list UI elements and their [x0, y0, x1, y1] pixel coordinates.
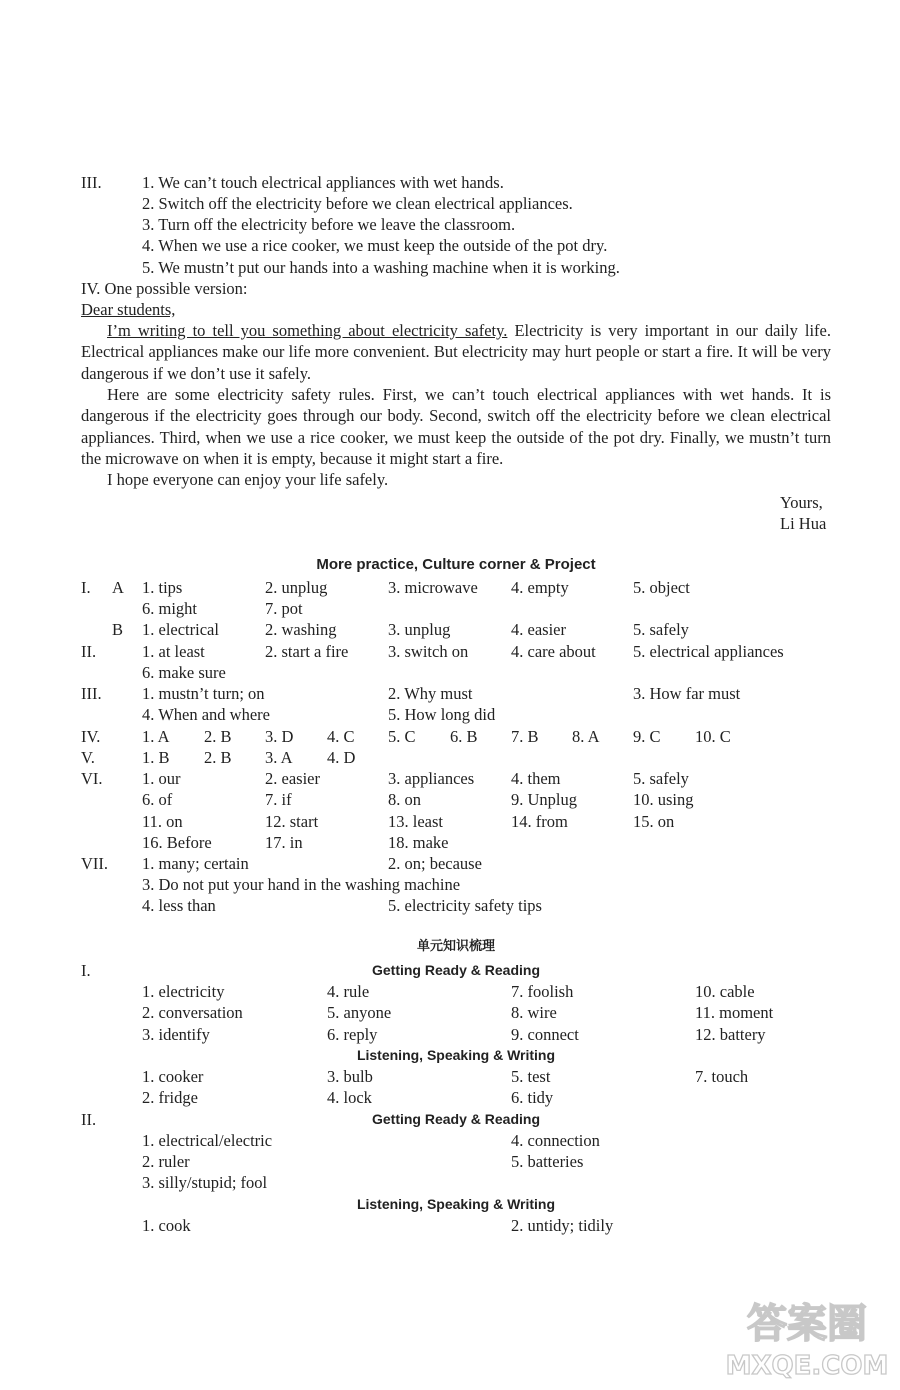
letter-paragraph: I’m writing to tell you something about electricity safety. Electricity is very important in our daily life. Electrical appliances make our life more convenient. But electricity may hurt people or start a fire. It will be very dangerous if we don’t use it safely.	[81, 321, 831, 383]
underlined-sentence: I’m writing to tell you something about electricity safety.	[107, 321, 508, 340]
answer-item: 1. many; certain	[142, 854, 249, 873]
answer-item: 1. electrical/electric	[142, 1131, 273, 1150]
answer-item: 3. microwave	[388, 578, 478, 597]
watermark-logo	[722, 1292, 892, 1382]
letter-closing: Yours,	[780, 493, 823, 512]
subsection-title: Getting Ready & Reading	[371, 1111, 541, 1127]
answer-item: 9. connect	[511, 1025, 579, 1044]
answer-item: 2. washing	[265, 620, 337, 639]
answer-item: 6. tidy	[511, 1088, 554, 1107]
answer-item: 2. ruler	[142, 1152, 190, 1171]
answer-sentence: 1. We can’t touch electrical appliances with wet hands.	[142, 173, 504, 192]
answer-item: 5. test	[511, 1067, 551, 1086]
answer-item: 14. from	[511, 812, 568, 831]
answer-item: 8. on	[388, 790, 421, 809]
section-title: More practice, Culture corner & Project	[316, 556, 596, 573]
answer-item: 15. on	[633, 812, 675, 831]
answer-item: 2. start a fire	[265, 642, 349, 661]
answer-item: 17. in	[265, 833, 303, 852]
section-number: III.	[81, 173, 102, 192]
answer-item: 7. pot	[265, 599, 303, 618]
section-number: II.	[81, 1110, 97, 1129]
letter-paragraph: I hope everyone can enjoy your life safely.	[107, 470, 389, 489]
section-number: VI.	[81, 769, 103, 788]
part-label: B	[112, 620, 124, 639]
answer-item: 5. C	[388, 727, 416, 746]
answer-item: 7. touch	[695, 1067, 749, 1086]
answer-item: 5. electrical appliances	[633, 642, 784, 661]
answer-item: 2. fridge	[142, 1088, 198, 1107]
answer-item: 5. safely	[633, 620, 689, 639]
answer-item: 1. cooker	[142, 1067, 204, 1086]
answer-item: 7. B	[511, 727, 539, 746]
answer-item: 3. switch on	[388, 642, 469, 661]
answer-item: 1. A	[142, 727, 170, 746]
answer-item: 1. tips	[142, 578, 183, 597]
answer-item: 5. anyone	[327, 1003, 392, 1022]
answer-sentence: 5. We mustn’t put our hands into a washing machine when it is working.	[142, 258, 620, 277]
answer-item: 2. on; because	[388, 854, 482, 873]
answer-item: 4. them	[511, 769, 561, 788]
answer-item: 7. foolish	[511, 982, 574, 1001]
answer-item: 4. connection	[511, 1131, 600, 1150]
answer-item: 12. battery	[695, 1025, 766, 1044]
section-number: I.	[81, 578, 91, 597]
answer-item: 3. silly/stupid; fool	[142, 1173, 268, 1192]
answer-item: 1. electrical	[142, 620, 219, 639]
answer-item: 4. lock	[327, 1088, 372, 1107]
answer-item: 4. C	[327, 727, 355, 746]
answer-item: 3. bulb	[327, 1067, 373, 1086]
answer-item: 1. mustn’t turn; on	[142, 684, 265, 703]
answer-item: 7. if	[265, 790, 292, 809]
section-number: I.	[81, 961, 91, 980]
letter-greeting: Dear students,	[81, 300, 176, 319]
answer-item: 1. cook	[142, 1216, 191, 1235]
answer-item: 6. make sure	[142, 663, 226, 682]
letter-paragraph: Here are some electricity safety rules. First, we can’t touch electrical appliances with wet hands. It is dangerous if the electricity goes through our body. Second, switch off the electricity before we clean electrical appliances. Third, when we use a rice cooker, we must keep the outside of the pot dry. Finally, we mustn’t turn the microwave on when it is empty, because it might start a fire.	[81, 385, 831, 468]
answer-item: 1. electricity	[142, 982, 225, 1001]
section-heading: IV. One possible version:	[81, 279, 248, 298]
answer-item: 5. electricity safety tips	[388, 896, 542, 915]
answer-item: 1. B	[142, 748, 170, 767]
subsection-title: Listening, Speaking & Writing	[356, 1196, 556, 1212]
answer-item: 4. D	[327, 748, 356, 767]
answer-item: 2. B	[204, 727, 232, 746]
answer-item: 2. easier	[265, 769, 320, 788]
answer-sentence: 3. Turn off the electricity before we leave the classroom.	[142, 215, 516, 234]
answer-item: 2. unplug	[265, 578, 328, 597]
answer-item: 3. Do not put your hand in the washing machine	[142, 875, 461, 894]
section-number: VII.	[81, 854, 109, 873]
answer-item: 9. Unplug	[511, 790, 577, 809]
answer-item: 4. less than	[142, 896, 216, 915]
answer-item: 4. care about	[511, 642, 596, 661]
answer-item: 10. using	[633, 790, 694, 809]
section-number: V.	[81, 748, 95, 767]
section-title: 单元知识梳理	[416, 939, 496, 954]
answer-item: 18. make	[388, 833, 449, 852]
answer-item: 2. conversation	[142, 1003, 243, 1022]
answer-item: 4. rule	[327, 982, 370, 1001]
answer-item: 16. Before	[142, 833, 212, 852]
section-number: II.	[81, 642, 97, 661]
answer-item: 3. D	[265, 727, 294, 746]
answer-item: 3. How far must	[633, 684, 741, 703]
answer-item: 6. might	[142, 599, 198, 618]
answer-sentence: 2. Switch off the electricity before we clean electrical appliances.	[142, 194, 573, 213]
answer-item: 3. appliances	[388, 769, 475, 788]
answer-item: 11. on	[142, 812, 183, 831]
answer-item: 1. at least	[142, 642, 205, 661]
answer-item: 4. easier	[511, 620, 566, 639]
answer-item: 10. cable	[695, 982, 755, 1001]
answer-item: 1. our	[142, 769, 181, 788]
section-number: IV.	[81, 727, 101, 746]
answer-item: 3. unplug	[388, 620, 451, 639]
letter-signature: Li Hua	[780, 514, 827, 533]
watermark-graphic	[722, 1292, 892, 1382]
answer-item: 3. identify	[142, 1025, 210, 1044]
answer-item: 4. empty	[511, 578, 569, 597]
answer-item: 3. A	[265, 748, 293, 767]
answer-item: 5. batteries	[511, 1152, 584, 1171]
answer-item: 6. B	[450, 727, 478, 746]
subsection-title: Getting Ready & Reading	[371, 962, 541, 978]
answer-item: 12. start	[265, 812, 319, 831]
subsection-title: Listening, Speaking & Writing	[356, 1047, 556, 1063]
answer-item: 11. moment	[695, 1003, 774, 1022]
section-number: III.	[81, 684, 102, 703]
answer-item: 2. B	[204, 748, 232, 767]
answer-item: 2. Why must	[388, 684, 473, 703]
answer-item: 9. C	[633, 727, 661, 746]
watermark-text-bottom: MXQE.COM	[725, 1351, 889, 1381]
answer-item: 10. C	[695, 727, 731, 746]
watermark-text-top: 答案圈	[747, 1301, 867, 1347]
answer-item: 5. safely	[633, 769, 689, 788]
answer-item: 6. reply	[327, 1025, 378, 1044]
answer-item: 4. When and where	[142, 705, 270, 724]
answer-item: 2. untidy; tidily	[511, 1216, 614, 1235]
answer-item: 8. wire	[511, 1003, 557, 1022]
answer-item: 5. object	[633, 578, 690, 597]
answer-sentence: 4. When we use a rice cooker, we must keep the outside of the pot dry.	[142, 236, 608, 255]
answer-item: 8. A	[572, 727, 600, 746]
answer-item: 5. How long did	[388, 705, 496, 724]
answer-item: 6. of	[142, 790, 173, 809]
answer-item: 13. least	[388, 812, 443, 831]
part-label: A	[112, 578, 124, 597]
